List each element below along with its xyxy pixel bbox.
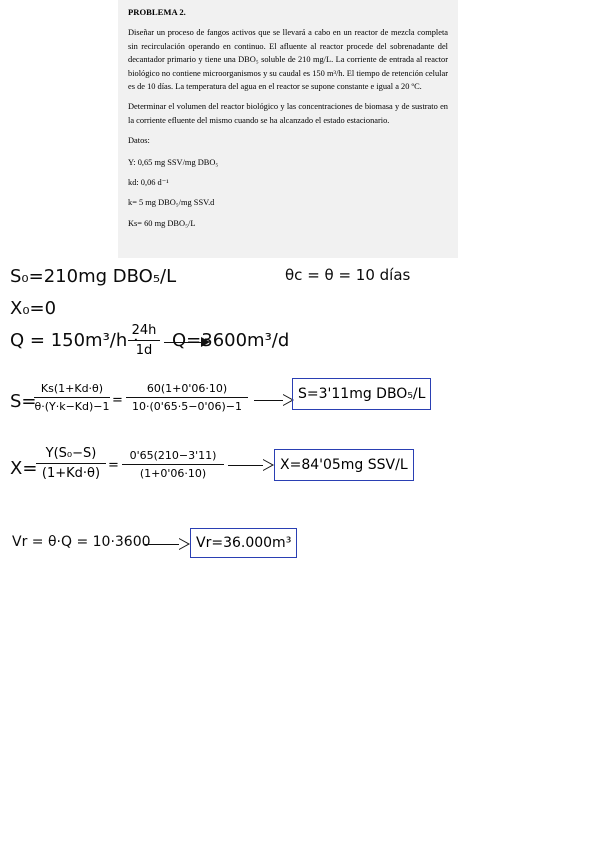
- v-result-box: Vr=36.000m³: [190, 528, 297, 558]
- x-values-den: (1+0'06·10): [139, 467, 207, 480]
- dato-ks: Ks= 60 mg DBO₅/L: [128, 218, 196, 228]
- x-formula-num: Y(S₀−S): [45, 446, 97, 461]
- s-formula-num: Ks(1+Kd·θ): [40, 382, 104, 395]
- problem-statement: Diseñar un proceso de fangos activos que se llevará a cabo en un reactor de mezcla completa sin recirculación operando en continuo. El afluente al reactor procede del sobrenadante del decantador primario y tiene una DBO₅ soluble de 210 mg/L. La corriente de entrada al reactor biológico no contiene microorganismos y su caudal es 150 m³/h. El tiempo de retención celular es de 10 días. La temperatura del agua en el reactor se supone constante e igual a 20 ºC.: [128, 28, 448, 92]
- x-formula-den: (1+Kd·θ): [41, 466, 101, 481]
- x-lhs: X=: [10, 458, 38, 479]
- s0-line: S₀=210mg DBO₅/L: [10, 266, 177, 287]
- problem-question: Determinar el volumen del reactor biológico y las concentraciones de biomasa y de sustrato en la corriente efluente del mismo cuando se ha alcanzado el estado estacionario.: [128, 102, 448, 125]
- dato-k: k= 5 mg DBO₅/mg SSV.d: [128, 198, 215, 208]
- problem-title: PROBLEMA 2.: [128, 7, 186, 17]
- dato-y: Y: 0,65 mg SSV/mg DBO₅: [128, 157, 219, 167]
- s-values-fraction: [126, 382, 248, 413]
- x-formula-bar: [36, 463, 106, 464]
- x-values-fraction: [122, 449, 224, 480]
- s-values-den: 10·(0'65·5−0'06)−1: [131, 400, 243, 413]
- s-values-num: 60(1+0'06·10): [146, 382, 228, 395]
- q-conversion-fraction: [128, 323, 160, 358]
- datos-label: Datos:: [128, 136, 150, 146]
- s-arrow: [254, 400, 284, 401]
- x-formula-fraction: [36, 446, 106, 481]
- s-values-bar: [126, 397, 248, 398]
- s-formula-bar: [34, 397, 110, 398]
- q-frac-bar: [128, 340, 160, 341]
- v-arrow: [144, 544, 180, 545]
- s-result-box: S=3'11mg DBO₅/L: [292, 378, 431, 410]
- q-frac-num: 24h: [131, 323, 157, 338]
- s-equals: =: [112, 393, 123, 408]
- v-expression: Vr = θ·Q = 10·3600: [12, 534, 151, 550]
- s-lhs: S=: [10, 391, 37, 412]
- x-values-bar: [122, 464, 224, 465]
- q-result: Q=3600m³/d: [172, 330, 290, 351]
- dato-kd: kd: 0,06 d⁻¹: [128, 178, 169, 188]
- q-frac-den: 1d: [135, 343, 153, 358]
- s-formula-den: θ·(Y·k−Kd)−1: [34, 400, 110, 413]
- x-values-num: 0'65(210−3'11): [129, 449, 217, 462]
- x-equals: =: [108, 458, 119, 473]
- theta-line: θc = θ = 10 días: [285, 266, 411, 284]
- q-left: Q = 150m³/h ·: [10, 330, 139, 351]
- x0-line: X₀=0: [10, 298, 57, 319]
- x-result-box: X=84'05mg SSV/L: [274, 449, 414, 481]
- s-formula-fraction: [34, 382, 110, 413]
- problem-panel: [118, 0, 458, 258]
- x-arrow: [228, 465, 264, 466]
